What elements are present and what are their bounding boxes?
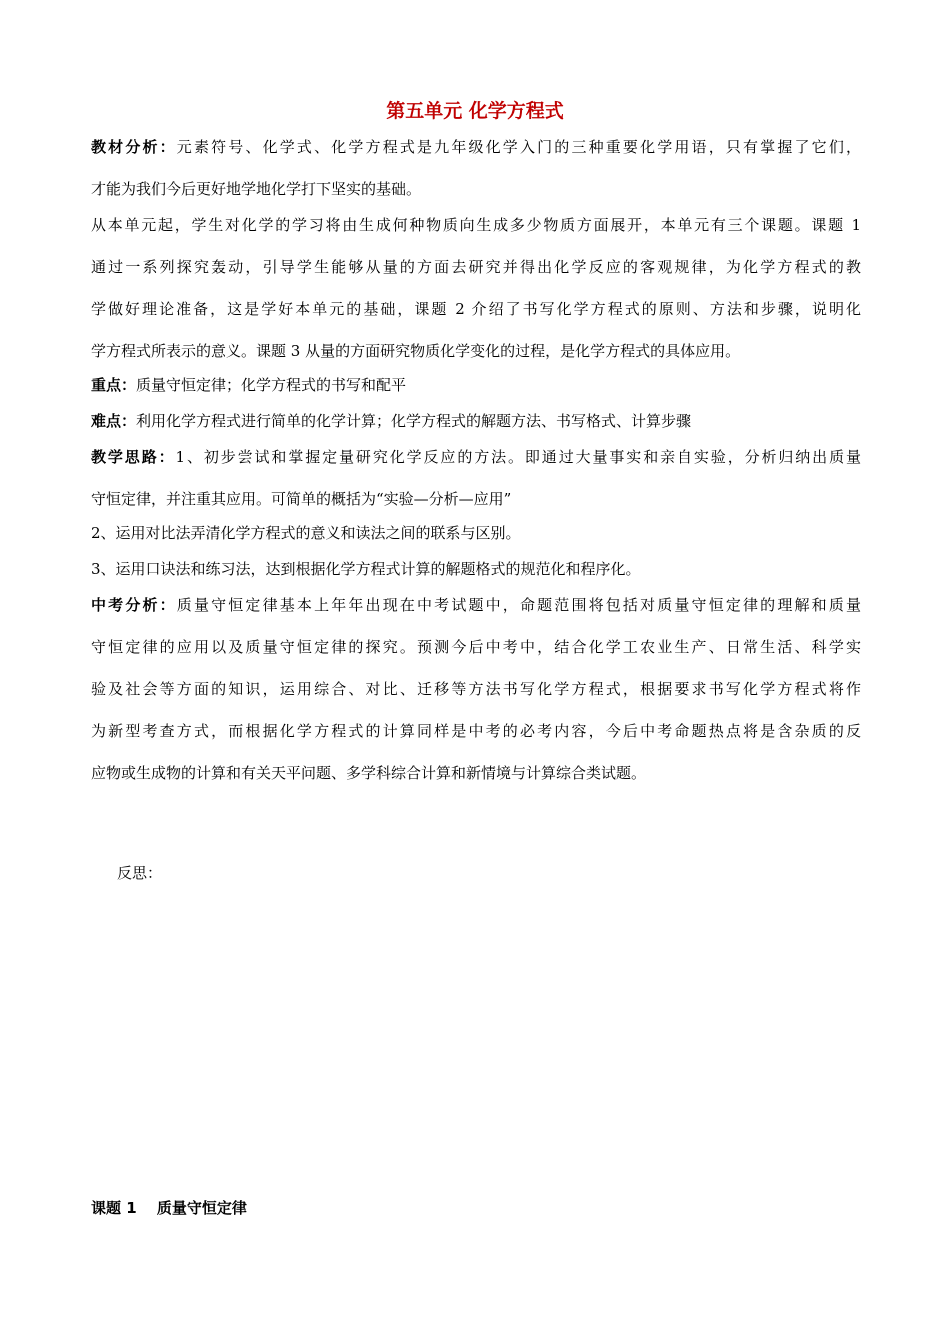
teaching-idea-label: 教学思路： [91,448,176,466]
teaching-idea-line-2: 守恒定律，并注重其应用。可简单的概括为“实验—分析—应用” [91,490,512,508]
key-point-line [91,374,861,396]
difficulty-line [91,410,861,432]
intro-line-2: 通过一系列探究轰动，引导学生能够从量的方面去研究并得出化学反应的客观规律，为化学方程式的教 [91,258,861,276]
reflection-label: 反思： [117,864,163,882]
lesson-heading: 课题 1 质量守恒定律 [91,1199,247,1217]
exam-analysis-line-1 [91,594,861,616]
exam-analysis-text-1: 质量守恒定律基本上年年出现在中考试题中，命题范围将包括对质量守恒定律的理解和质量 [176,596,861,614]
difficulty-text: 利用化学方程式进行简单的化学计算；化学方程式的解题方法、书写格式、计算步骤 [136,412,692,430]
exam-analysis-line-5: 应物或生成物的计算和有关天平问题、多学科综合计算和新情境与计算综合类试题。 [91,764,647,782]
key-point-text: 质量守恒定律；化学方程式的书写和配平 [136,376,407,394]
exam-analysis-line-2: 守恒定律的应用以及质量守恒定律的探究。预测今后中考中，结合化学工农业生产、日常生活、科学实 [91,638,861,656]
intro-line-3: 学做好理论准备，这是学好本单元的基础，课题 2 介绍了书写化学方程式的原则、方法和步骤，说明化 [91,300,861,318]
exam-analysis-line-3: 验及社会等方面的知识，运用综合、对比、迁移等方法书写化学方程式，根据要求书写化学方程式将作 [91,680,861,698]
intro-line-1: 从本单元起，学生对化学的学习将由生成何种物质向生成多少物质方面展开，本单元有三个课题。课题 1 [91,216,861,234]
analysis-label: 教材分析： [91,138,177,156]
analysis-line-1 [91,136,861,158]
teaching-idea-text-1: 1、初步尝试和掌握定量研究化学反应的方法。即通过大量事实和亲自实验，分析归纳出质量 [175,448,861,466]
teaching-idea-item-2: 2、运用对比法弄清化学方程式的意义和读法之间的联系与区别。 [91,524,521,542]
key-point-label: 重点： [91,376,137,394]
analysis-text-1: 元素符号、化学式、化学方程式是九年级化学入门的三种重要化学用语，只有掌握了它们， [176,138,861,156]
exam-analysis-line-4: 为新型考查方式，而根据化学方程式的计算同样是中考的必考内容，今后中考命题热点将是含杂质的反 [91,722,861,740]
page-title: 第五单元 化学方程式 [386,100,564,122]
difficulty-label: 难点： [91,412,137,430]
exam-analysis-label: 中考分析： [91,596,177,614]
teaching-idea-line-1 [91,446,861,468]
teaching-idea-item-3: 3、运用口诀法和练习法，达到根据化学方程式计算的解题格式的规范化和程序化。 [91,560,641,578]
intro-line-4: 学方程式所表示的意义。课题 3 从量的方面研究物质化学变化的过程，是化学方程式的具体应用。 [91,342,741,360]
analysis-line-2: 才能为我们今后更好地学地化学打下坚实的基础。 [91,180,422,198]
